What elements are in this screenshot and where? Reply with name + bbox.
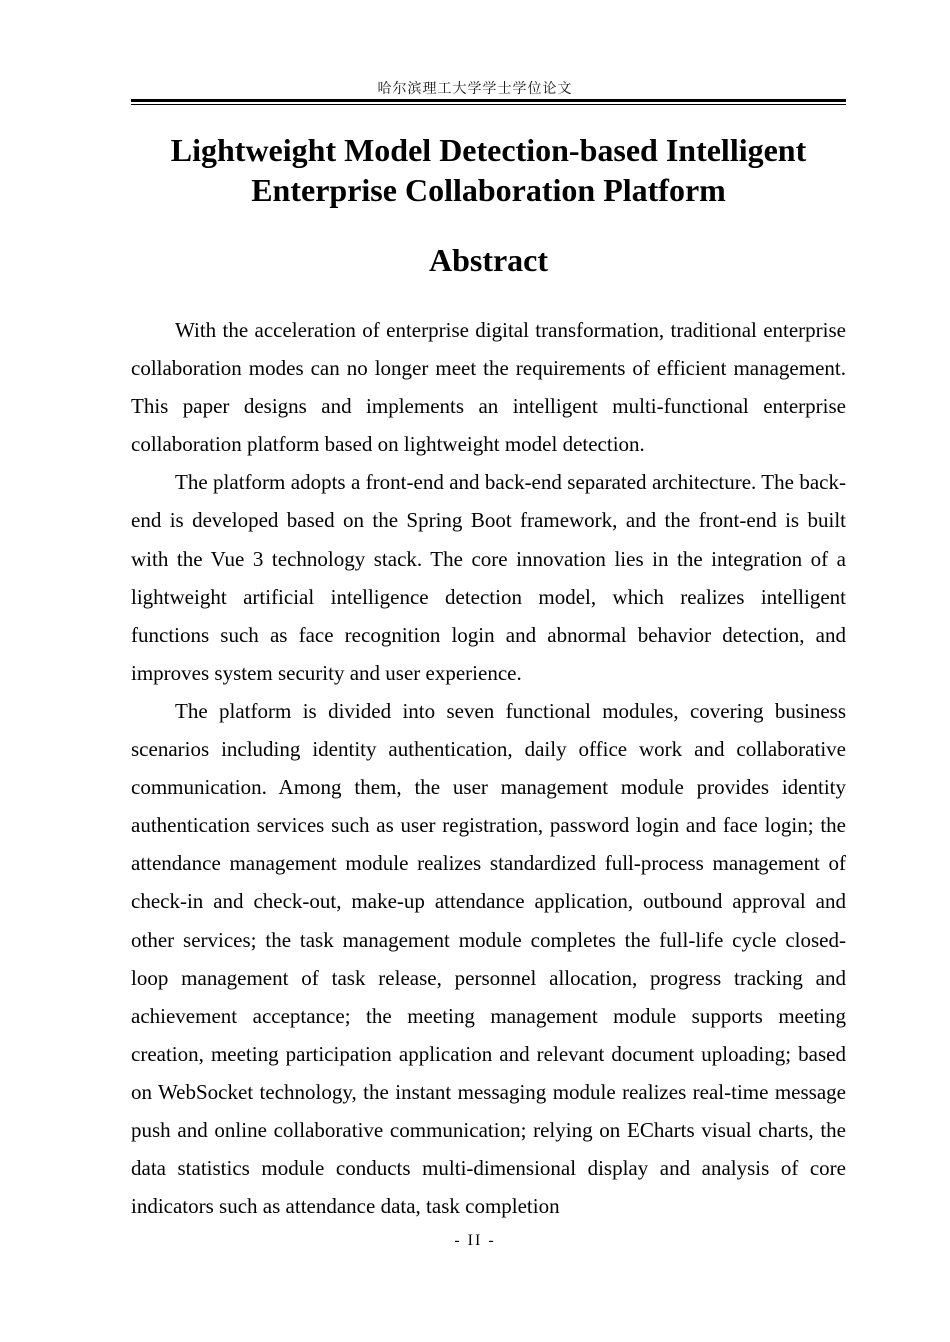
running-header: 哈尔滨理工大学学士学位论文 xyxy=(377,81,573,97)
paper-title xyxy=(131,130,846,210)
paper-title-line-1: Lightweight Model Detection-based Intelligent xyxy=(170,132,807,168)
abstract-paragraph-3: The platform is divided into seven functional modules, covering business scenarios including identity authentication, daily office work and collaborative communication. Among them, the user management module provides identity authentication services such as user registration, password login and face login; the attendance management module realizes standardized full-process management of check-in and check-out, make-up attendance application, outbound approval and other services; the task management module completes the full-life cycle closed-loop management of task release, personnel allocation, progress tracking and achievement acceptance; the meeting management module supports meeting creation, meeting participation application and relevant document uploading; based on WebSocket technology, the instant messaging module realizes real-time message push and online collaborative communication; relying on ECharts visual charts, the data statistics module conducts multi-dimensional display and analysis of core indicators such as attendance data, task completion xyxy=(131,698,846,1219)
abstract-paragraph-1: With the acceleration of enterprise digital transformation, traditional enterprise collaboration modes can no longer meet the requirements of efficient management. This paper designs and implements an intelligent multi-functional enterprise collaboration platform based on lightweight model detection. xyxy=(131,318,846,457)
page-number: - II - xyxy=(454,1232,496,1249)
abstract-paragraph-2: The platform adopts a front-end and back-end separated architecture. The back-end is developed based on the Spring Boot framework, and the front-end is built with the Vue 3 technology stack. The core innovation lies in the integration of a lightweight artificial intelligence detection model, which realizes intelligent functions such as face recognition login and abnormal behavior detection, and improves system security and user experience. xyxy=(131,470,846,685)
paper-title-line-2: Enterprise Collaboration Platform xyxy=(251,172,726,208)
header-rule-thick xyxy=(131,99,846,102)
abstract-body xyxy=(131,311,846,1225)
abstract-heading: Abstract xyxy=(428,242,549,278)
header-rule-thin xyxy=(131,104,846,105)
